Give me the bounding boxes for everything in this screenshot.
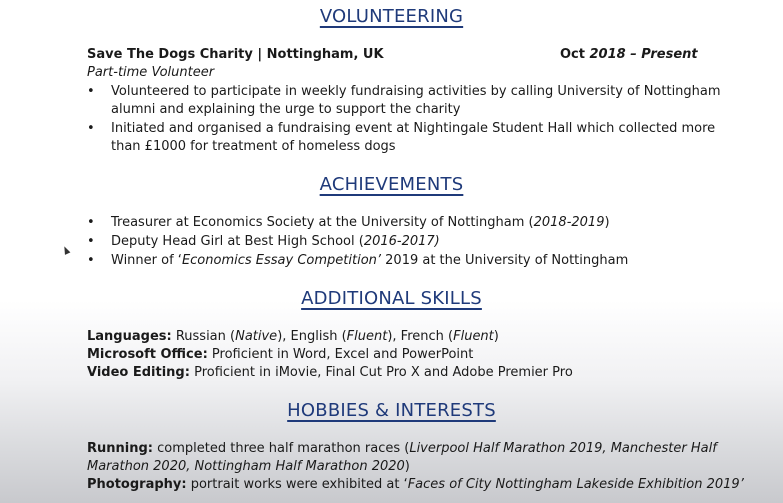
volunteering-bullet-1-cont: alumni and explaining the urge to support the charity	[111, 102, 461, 117]
volunteering-role: Part-time Volunteer	[87, 65, 215, 80]
mouse-cursor-icon	[62, 245, 71, 255]
hobby-photography: Photography: portrait works were exhibited at ‘Faces of City Nottingham Lakeside Exhibition 2019’	[87, 477, 744, 492]
bullet-dot: •	[87, 234, 95, 249]
bullet-dot: •	[87, 253, 95, 268]
skill-languages: Languages: Russian (Native), English (Fluent), French (Fluent)	[87, 329, 499, 344]
skills-heading: ADDITIONAL SKILLS	[301, 288, 482, 309]
resume-page: VOLUNTEERING Save The Dogs Charity | Nottingham, UK Oct 2018 – Present Part-time Volunteer • Volunteered to participate in weekly fundraising activities by calling University of Nottingham alumni and explaining the urge to support the charity • Initiated and organised a fundraising event at Nightingale Student Hall which collected more than £1000 for treatment of homeless dogs ACHIEVEMENTS • Treasurer at Economics Society at the University of Nottingham (2018-2019) • Deputy Head Girl at Best High School (2016-2017) • Winner of ‘Economics Essay Competition’ 2019 at the University of Nottingham ADDITIONAL SKILLS Languages: Russian (Native), English (Fluent), French (Fluent) Microsoft Office: Proficient in Word, Excel and PowerPoint Video Editing: Proficient in iMovie, Final Cut Pro X and Adobe Premier Pro HOBBIES & INTERESTS Running: completed three half marathon races (Liverpool Half Marathon 2019, Manchester Half Marathon 2020, Nottingham Half Marathon 2020) Photography: portrait works were exhibited at ‘Faces of City Nottingham Lakeside Exhibition 2019’	[0, 0, 783, 503]
skill-office: Microsoft Office: Proficient in Word, Excel and PowerPoint	[87, 347, 474, 362]
hobbies-heading: HOBBIES & INTERESTS	[287, 400, 496, 421]
volunteering-bullet-2-cont: than £1000 for treatment of homeless dogs	[111, 139, 396, 154]
bullet-dot: •	[87, 121, 95, 136]
hobby-running-cont: Marathon 2020, Nottingham Half Marathon 2020)	[87, 459, 410, 474]
hobby-running: Running: completed three half marathon races (Liverpool Half Marathon 2019, Manchester Half	[87, 441, 717, 456]
bullet-dot: •	[87, 215, 95, 230]
skill-video: Video Editing: Proficient in iMovie, Final Cut Pro X and Adobe Premier Pro	[87, 365, 573, 380]
volunteering-date: Oct 2018 – Present	[560, 47, 698, 62]
volunteering-heading: VOLUNTEERING	[319, 6, 464, 27]
bullet-dot: •	[87, 84, 95, 99]
volunteering-org: Save The Dogs Charity | Nottingham, UK	[87, 47, 384, 62]
achievements-heading: ACHIEVEMENTS	[319, 174, 464, 195]
